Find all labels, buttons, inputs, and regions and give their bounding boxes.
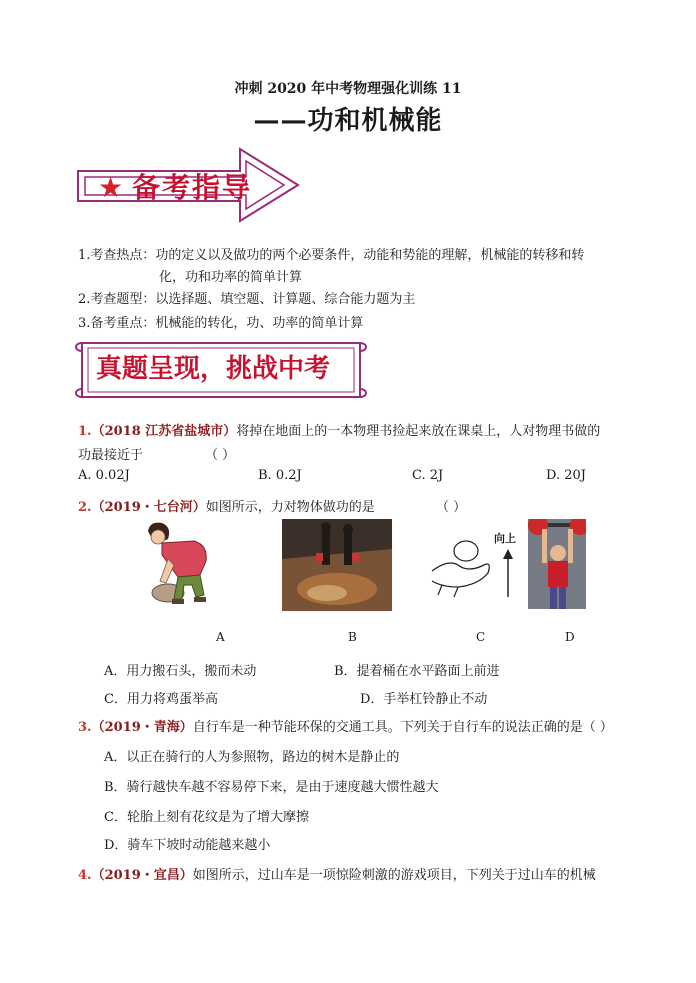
doc-title: ——功和机械能 xyxy=(253,106,443,136)
guide-item-text: 功的定义以及做功的两个必要条件，动能和势能的理解，机械能的转移和转 xyxy=(155,248,585,263)
question-1-cont: 功最接近于 xyxy=(78,448,144,463)
guide-item-text: 以选择题、填空题、计算题、综合能力题为主 xyxy=(155,292,416,307)
figure-d-label: D xyxy=(565,630,575,644)
guide-item-1-cont: 化，功和功率的简单计算 xyxy=(159,270,303,285)
option-b: B．骑行越快车越不容易停下来，是由于速度越大惯性越大 xyxy=(104,780,439,795)
question-source: （2019・青海） xyxy=(91,720,193,735)
answer-blank: （ ） xyxy=(205,448,236,463)
option-d: D．手举杠铃静止不动 xyxy=(360,692,488,707)
figure-a-image xyxy=(138,519,220,607)
figure-c-label: C xyxy=(476,630,486,644)
option-a: A. 0.02J xyxy=(78,468,130,483)
question-4 xyxy=(78,864,596,883)
question-text: 自行车是一种节能环保的交通工具。下列关于自行车的说法正确的是（ ） xyxy=(192,720,613,735)
figure-b-label: B xyxy=(348,630,357,644)
guide-item-text: 机械能的转化，功、功率的简单计算 xyxy=(155,316,364,331)
doc-subtitle: 冲刺 2020 年中考物理强化训练 11 xyxy=(234,81,462,97)
option-d: D. 20J xyxy=(546,468,586,483)
option-c: C．轮胎上刻有花纹是为了增大摩擦 xyxy=(104,810,309,825)
option-b: B．提着桶在水平路面上前进 xyxy=(334,664,500,679)
exam-banner-title: 真题呈现，挑战中考 xyxy=(96,354,331,384)
question-source: （2018 江苏省盐城市） xyxy=(91,424,237,439)
guide-item-num: 2. xyxy=(78,292,91,307)
question-number: 2. xyxy=(78,500,92,515)
question-text: 如图所示，力对物体做功的是 xyxy=(205,500,375,515)
guide-item-label: 备考重点： xyxy=(90,316,156,331)
guide-item-num: 3. xyxy=(78,316,91,331)
question-number: 1. xyxy=(78,424,92,439)
option-a: A．以正在骑行的人为参照物，路边的树木是静止的 xyxy=(104,750,400,765)
guide-item-2 xyxy=(78,288,415,307)
figure-a-label: A xyxy=(216,630,225,644)
question-1 xyxy=(78,420,600,439)
question-number: 4. xyxy=(78,868,92,883)
option-a: A．用力搬石头，搬而未动 xyxy=(104,664,257,679)
guide-item-num: 1. xyxy=(78,248,91,263)
question-source: （2019・宜昌） xyxy=(91,868,193,883)
question-text: 如图所示，过山车是一项惊险刺激的游戏项目，下列关于过山车的机械 xyxy=(192,868,596,883)
guide-banner-title: 备考指导 xyxy=(132,171,253,204)
guide-item-label: 考查热点： xyxy=(90,248,156,263)
guide-item-label: 考查题型： xyxy=(90,292,156,307)
option-b: B. 0.2J xyxy=(258,468,302,483)
star-icon: ★ xyxy=(98,171,124,204)
figure-d-image xyxy=(528,519,586,609)
question-2 xyxy=(78,496,375,515)
option-c: C. 2J xyxy=(412,468,444,483)
figure-b-image xyxy=(282,519,392,611)
answer-blank: （ ） xyxy=(436,500,467,515)
question-3 xyxy=(78,716,613,735)
guide-item-1 xyxy=(78,244,584,263)
option-c: C．用力将鸡蛋举高 xyxy=(104,692,218,707)
figure-c-caption: 向上 xyxy=(494,532,516,545)
question-source: （2019・七台河） xyxy=(91,500,206,515)
question-text: 将掉在地面上的一本物理书捡起来放在课桌上，人对物理书做的 xyxy=(236,424,601,439)
guide-item-3 xyxy=(78,312,363,331)
question-number: 3. xyxy=(78,720,92,735)
option-d: D．骑车下坡时动能越来越小 xyxy=(104,838,271,853)
